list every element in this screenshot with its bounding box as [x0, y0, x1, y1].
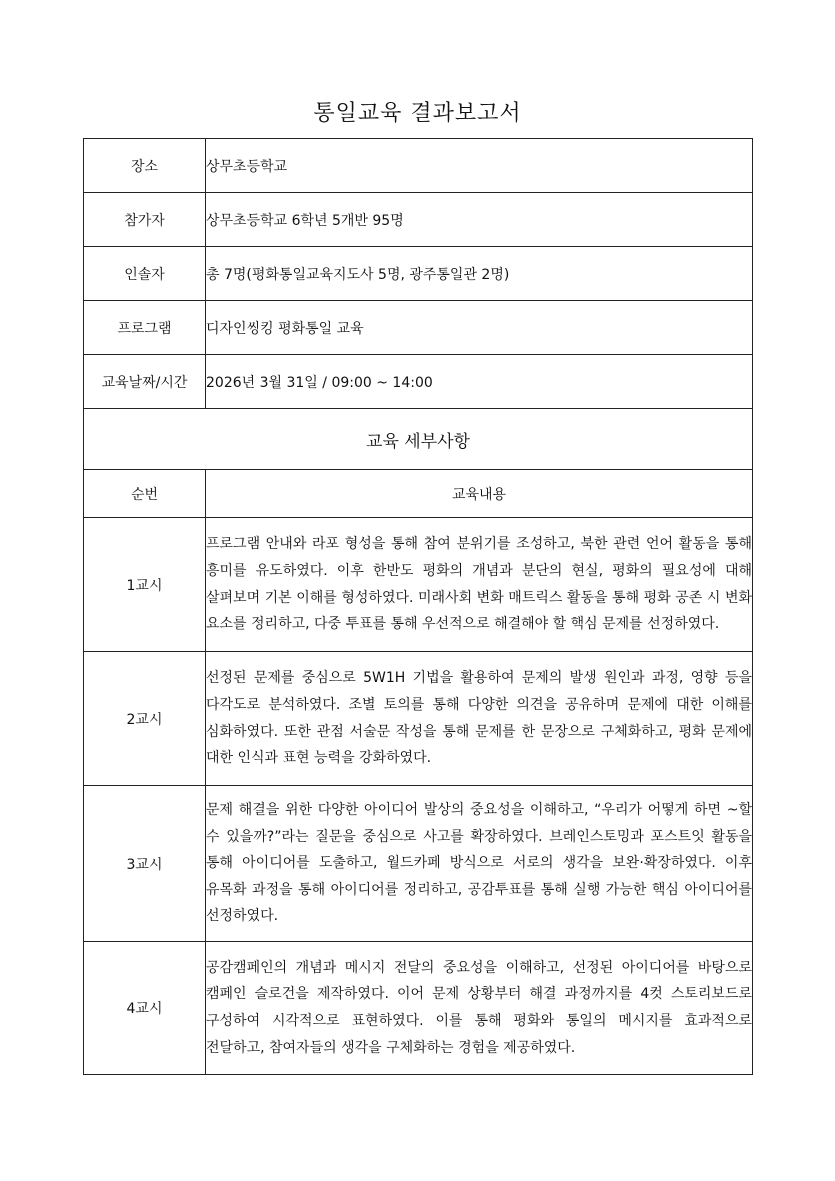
datetime-label: 교육날짜/시간: [84, 355, 206, 409]
details-section-row: [84, 409, 753, 470]
participants-row: [84, 193, 753, 247]
content-column-header: 교육내용: [206, 470, 753, 518]
location-label: 장소: [84, 139, 206, 193]
program-label: 프로그램: [84, 301, 206, 355]
participants-label: 참가자: [84, 193, 206, 247]
datetime-value: 2026년 3월 31일 / 09:00 ~ 14:00: [206, 355, 753, 409]
content-cell: 프로그램 안내와 라포 형성을 통해 참여 분위기를 조성하고, 북한 관련 언어 활동을 통해 흥미를 유도하였다. 이후 한반도 평화의 개념과 분단의 현실, 평화의 필요성에 대해 살펴보며 기본 이해를 형성하였다. 미래사회 변화 매트릭스 활동을 통해 평화 공존 시 변화 요소를 정리하고, 다중 투표를 통해 우선적으로 해결해야 할 핵심 문제를 선정하였다.: [206, 518, 753, 652]
details-header-row: [84, 470, 753, 518]
program-value: 디자인씽킹 평화통일 교육: [206, 301, 753, 355]
participants-value: 상무초등학교 6학년 5개반 95명: [206, 193, 753, 247]
table-row: [84, 786, 753, 942]
details-section-title: 교육 세부사항: [84, 409, 753, 470]
table-row: [84, 942, 753, 1075]
content-cell: 공감캠페인의 개념과 메시지 전달의 중요성을 이해하고, 선정된 아이디어를 바탕으로 캠페인 슬로건을 제작하였다. 이어 문제 상황부터 해결 과정까지를 4컷 스토리보드로 구성하여 시각적으로 표현하였다. 이를 통해 평화와 통일의 메시지를 효과적으로 전달하고, 참여자들의 생각을 구체화하는 경험을 제공하였다.: [206, 942, 753, 1075]
location-row: [84, 139, 753, 193]
location-value: 상무초등학교: [206, 139, 753, 193]
period-cell: 4교시: [84, 942, 206, 1075]
period-cell: 1교시: [84, 518, 206, 652]
content-cell: 문제 해결을 위한 다양한 아이디어 발상의 중요성을 이해하고, “우리가 어떻게 하면 ~할 수 있을까?”라는 질문을 중심으로 사고를 확장하였다. 브레인스토밍과 포스트잇 활동을 통해 아이디어를 도출하고, 월드카페 방식으로 서로의 생각을 보완·확장하였다. 이후 유목화 과정을 통해 아이디어를 정리하고, 공감투표를 통해 실행 가능한 핵심 아이디어를 선정하였다.: [206, 786, 753, 942]
program-row: [84, 301, 753, 355]
report-table: [83, 138, 753, 1075]
period-cell: 2교시: [84, 652, 206, 786]
content-cell: 선정된 문제를 중심으로 5W1H 기법을 활용하여 문제의 발생 원인과 과정, 영향 등을 다각도로 분석하였다. 조별 토의를 통해 다양한 의견을 공유하며 문제에 대한 이해를 심화하였다. 또한 관점 서술문 작성을 통해 문제를 한 문장으로 구체화하고, 평화 문제에 대한 인식과 표현 능력을 강화하였다.: [206, 652, 753, 786]
table-row: [84, 518, 753, 652]
leaders-label: 인솔자: [84, 247, 206, 301]
table-row: [84, 652, 753, 786]
leaders-row: [84, 247, 753, 301]
datetime-row: [84, 355, 753, 409]
leaders-value: 총 7명(평화통일교육지도사 5명, 광주통일관 2명): [206, 247, 753, 301]
order-column-header: 순번: [84, 470, 206, 518]
document-title: 통일교육 결과보고서: [313, 101, 522, 126]
period-cell: 3교시: [84, 786, 206, 942]
